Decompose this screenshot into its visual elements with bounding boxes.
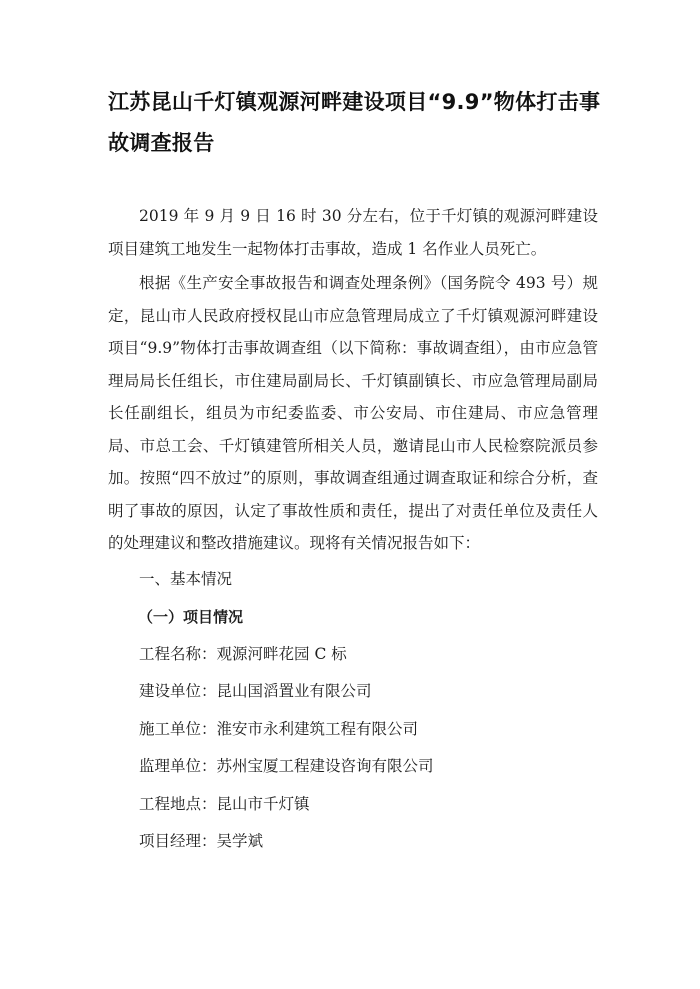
field-supervisor	[108, 748, 598, 786]
field-value: 昆山国滔置业有限公司	[216, 682, 372, 700]
field-value: 观源河畔花园 C 标	[216, 644, 347, 663]
field-label: 监理单位：	[139, 757, 217, 775]
field-construction-owner	[108, 673, 598, 711]
field-label: 施工单位：	[139, 719, 217, 738]
field-value: 吴学斌	[216, 832, 264, 850]
field-label: 项目经理：	[139, 832, 217, 850]
field-value: 昆山市千灯镇	[216, 794, 310, 813]
report-body	[108, 200, 598, 861]
report-title: 江苏昆山千灯镇观源河畔建设项目“9.9”物体打击事故调查报告	[108, 90, 601, 155]
field-project-manager	[108, 823, 598, 861]
field-label: 建设单位：	[139, 682, 217, 700]
field-value: 苏州宝厦工程建设咨询有限公司	[216, 757, 434, 775]
investigation-paragraph: 根据《生产安全事故报告和调查处理条例》（国务院令 493 号）规定，昆山市人民政府授权昆山市应急管理局成立了千灯镇观源河畔建设项目“9.9”物体打击事故调查组（以下简称：事故调查组），由市应急管理局局长任组长，市住建局副局长、千灯镇副镇长、市应急管理局副局长任副组长，组员为市纪委监委、市公安局、市住建局、市应急管理局、市总工会、千灯镇建管所相关人员，邀请昆山市人民检察院派员参加。按照“四不放过”的原则，事故调查组通过调查取证和综合分析，查明了事故的原因，认定了事故性质和责任，提出了对责任单位及责任人的处理建议和整改措施建议。现将有关情况报告如下：	[108, 274, 598, 552]
field-location	[108, 786, 598, 824]
field-value: 淮安市永利建筑工程有限公司	[216, 719, 419, 738]
field-label: 工程地点：	[139, 794, 217, 813]
project-fields	[108, 636, 598, 861]
field-project-name	[108, 636, 598, 674]
section-heading-basic-info: 一、基本情况	[139, 569, 233, 588]
subsection-heading-project-info: （一）项目情况	[138, 607, 244, 626]
intro-paragraph: 2019 年 9 月 9 日 16 时 30 分左右，位于千灯镇的观源河畔建设项目建筑工地发生一起物体打击事故，造成 1 名作业人员死亡。	[108, 207, 598, 258]
field-contractor	[108, 711, 598, 749]
field-label: 工程名称：	[139, 644, 217, 663]
